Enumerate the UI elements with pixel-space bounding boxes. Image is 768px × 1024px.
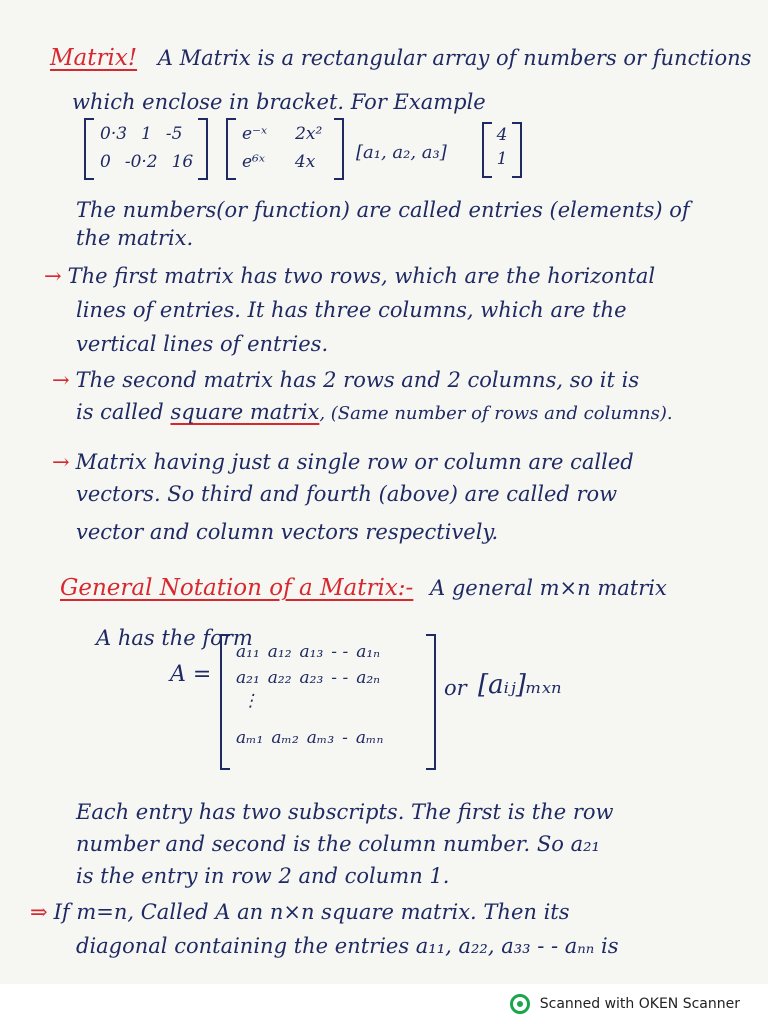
m2-row-2: e⁶ˣ 4x <box>242 152 316 172</box>
bullet-3-line-2: vectors. So third and fourth (above) are called row <box>76 482 618 506</box>
example-column-vector: 4 1 <box>482 122 522 178</box>
intro-line-2: which enclose in bracket. For Example <box>72 90 486 114</box>
bullet-1-line-1: → The first matrix has two rows, which are the horizontal <box>44 264 656 288</box>
square-line-2: diagonal containing the entries a₁₁, a₂₂, a₃₃ - - aₙₙ is <box>76 934 619 958</box>
bullet-1-line-3: vertical lines of entries. <box>76 332 329 356</box>
square-matrix-term: square matrix <box>170 400 320 424</box>
scanner-logo-icon <box>510 994 530 1014</box>
form-line: A has the form <box>96 626 253 650</box>
arrow-icon: → <box>44 264 62 288</box>
bullet-2-line-2: is called square matrix, (Same number of rows and columns). <box>76 400 673 424</box>
arrow-icon: → <box>52 368 70 392</box>
intro-line-1: Matrix! A Matrix is a rectangular array of numbers or functions <box>50 45 752 71</box>
matrix-heading: Matrix! <box>50 45 138 71</box>
general-notation-heading: General Notation of a Matrix:- <box>60 575 414 601</box>
general-matrix <box>220 634 436 770</box>
m1-row-1: 0·3 1 -5 <box>100 124 183 144</box>
general-row-1: a₁₁ a₁₂ a₁₃ - - a₁ₙ <box>236 642 381 662</box>
entries-line-2: the matrix. <box>76 226 194 250</box>
example-row-vector: [a₁, a₂, a₃] <box>356 142 447 163</box>
general-vertical-dots: ⋮ <box>242 691 259 711</box>
general-row-2: a₂₁ a₂₂ a₂₃ - - a₂ₙ <box>236 668 381 688</box>
bullet-3-line-1: → Matrix having just a single row or column are called <box>52 450 634 474</box>
example-matrix-1 <box>84 118 208 180</box>
m2-row-1: e⁻ˣ 2x² <box>242 124 323 144</box>
bullet-3-line-3: vector and column vectors respectively. <box>76 520 499 544</box>
general-matrix-lhs: A = <box>170 662 212 687</box>
square-line-1: ⇒ If m=n, Called A an n×n square matrix. Then its <box>30 900 570 924</box>
arrow-icon: → <box>52 450 70 474</box>
double-arrow-icon: ⇒ <box>30 900 48 924</box>
subscripts-line-3: is the entry in row 2 and column 1. <box>76 864 450 888</box>
general-or: or <box>444 676 467 700</box>
scanner-watermark <box>0 984 768 1024</box>
subscripts-line-1: Each entry has two subscripts. The first is the row <box>76 800 614 824</box>
general-notation-line: General Notation of a Matrix:- A general m×n matrix <box>60 575 667 601</box>
general-row-m: aₘ₁ aₘ₂ aₘ₃ - aₘₙ <box>236 728 384 748</box>
entries-line-1: The numbers(or function) are called entries (elements) of <box>76 198 690 222</box>
m1-row-2: 0 -0·2 16 <box>100 152 194 172</box>
bullet-1-line-2: lines of entries. It has three columns, which are the <box>76 298 627 322</box>
bullet-2-line-1: → The second matrix has 2 rows and 2 columns, so it is <box>52 368 640 392</box>
subscripts-line-2: number and second is the column number. So a₂₁ <box>76 832 600 856</box>
example-matrix-2 <box>226 118 344 180</box>
scanner-label: Scanned with OKEN Scanner <box>539 996 740 1012</box>
general-compact-notation: [aᵢⱼ]ₘₓₙ <box>478 670 562 700</box>
